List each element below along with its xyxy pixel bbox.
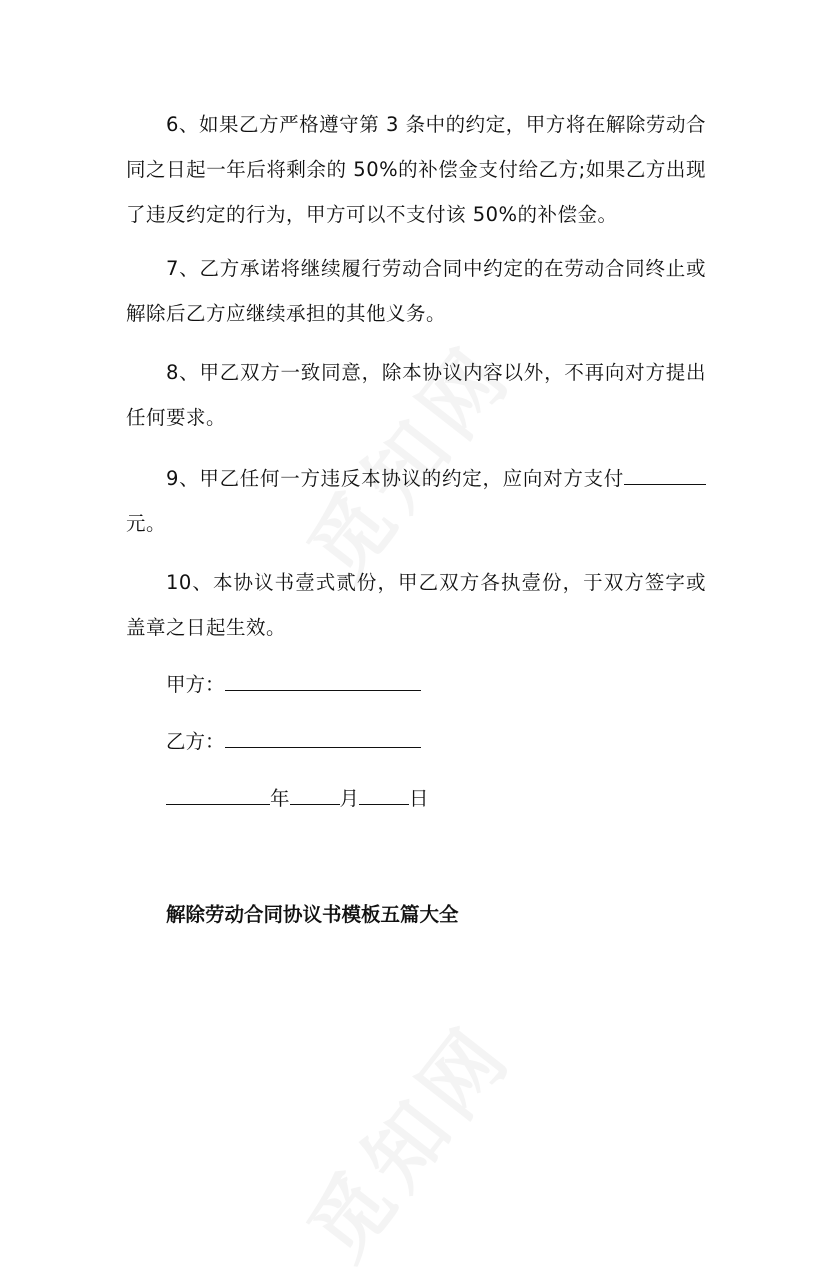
year-label: 年 <box>270 787 290 810</box>
party-b-line <box>166 727 421 757</box>
clause-9 <box>126 456 706 546</box>
payment-amount-blank[interactable] <box>624 464 706 485</box>
clause-10 <box>126 560 706 650</box>
clause-9-text: 9、甲乙任何一方违反本协议的约定，应向对方支付 <box>166 467 624 490</box>
clause-8-text: 8、甲乙双方一致同意，除本协议内容以外，不再向对方提出任何要求。 <box>126 361 706 429</box>
party-b-label: 乙方： <box>166 730 225 753</box>
party-b-signature-blank[interactable] <box>225 727 421 748</box>
watermark-lower <box>277 996 534 1279</box>
clause-7 <box>126 246 706 336</box>
section-heading: 解除劳动合同协议书模板五篇大全 <box>166 903 459 926</box>
clause-10-text: 10、本协议书壹式贰份，甲乙双方各执壹份，于双方签字或盖章之日起生效。 <box>126 571 706 639</box>
clause-9-unit: 元。 <box>126 512 167 535</box>
month-label: 月 <box>339 787 360 810</box>
clause-6 <box>126 102 706 237</box>
day-label: 日 <box>409 787 429 810</box>
clause-8 <box>126 350 706 440</box>
year-blank[interactable] <box>166 784 270 805</box>
clause-7-text: 7、乙方承诺将继续履行劳动合同中约定的在劳动合同终止或解除后乙方应继续承担的其他义务。 <box>126 257 706 325</box>
date-line <box>166 784 429 814</box>
party-a-label: 甲方： <box>166 673 225 696</box>
clause-6-text: 6、如果乙方严格遵守第 3 条中的约定，甲方将在解除劳动合同之日起一年后将剩余的 50%的补偿金支付给乙方;如果乙方出现了违反约定的行为，甲方可以不支付该 50%的补偿金。 <box>126 113 706 226</box>
month-blank[interactable] <box>290 784 340 805</box>
day-blank[interactable] <box>359 784 409 805</box>
party-a-line <box>166 670 421 700</box>
party-a-signature-blank[interactable] <box>225 670 421 691</box>
